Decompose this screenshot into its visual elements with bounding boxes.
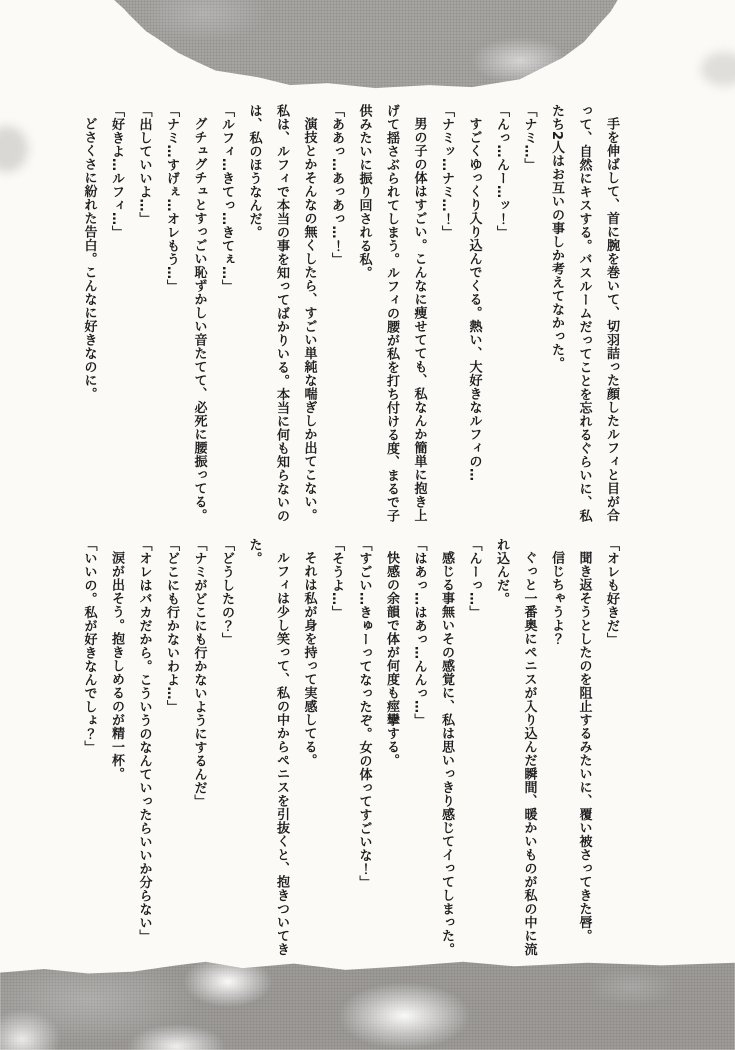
- text-line: どさくさに紛れた告白。こんなに好きなのに。: [81, 117, 97, 401]
- cloud-wisp-right: [701, 52, 735, 86]
- text-line: 「はあっ…はあっ…んんっ…」: [411, 538, 427, 727]
- text-line: グチュグチュとすっごい恥ずかしい音たてて、必死に腰振ってる。: [191, 117, 207, 522]
- text-line: 私は、ルフィで本当の事を知ってばかりいる。本当に何も知らないの: [274, 104, 289, 523]
- text-line: 聞き返そうとしたのを阻止するみたいに、覆い被さってきた唇。: [576, 551, 592, 943]
- text-line: 手を伸ばして、首に腕を巻いて、切羽詰った顔したルフィと目が合: [604, 117, 619, 522]
- text-line: 「好きよ…ルフィ…」: [109, 104, 124, 239]
- text-line: 「いいの。私が好きなんでしょ？」: [81, 538, 97, 754]
- text-line: それは私が身を持って実感してる。: [301, 551, 317, 767]
- text-line: 「ああっ…あっあっ…！」: [329, 104, 344, 266]
- vertical-text-section-top: [73, 104, 625, 528]
- text-line: 「ルフィ…きてっ…きてぇ…」: [219, 104, 234, 293]
- text-line: 供みたいに振り回される私。: [356, 104, 372, 280]
- text-line: 快感の余韻で体が何度も痙攣する。: [384, 551, 399, 767]
- text-line: れ込んだ。: [494, 538, 509, 606]
- text-line: 涙が出そう。抱きしめるのが精一杯。: [109, 551, 124, 781]
- text-line: 「ナミッ…ナミ…！」: [439, 104, 454, 239]
- cloud-wisp-left: [0, 126, 28, 172]
- cloud-top-decoration: [98, 0, 632, 92]
- text-line: 信じちゃうよ？: [549, 551, 564, 646]
- text-line: は、私のほうなんだ。: [246, 104, 262, 239]
- text-line: 「ナミがどこにも行かないようにするんだ」: [191, 538, 207, 808]
- text-line: 「んーっ…」: [466, 538, 482, 619]
- text-line: たち2人はお互いの事しか考えてなかった。: [549, 104, 564, 371]
- text-line: 「ナミ…すげぇ…オレもう…」: [164, 104, 179, 293]
- text-line: ルフィは少し笑って、私の中からペニスを引抜くと、抱きついてき: [274, 551, 289, 956]
- text-line: 男の子の体はすごい。こんなに痩せてても、私なんか簡単に抱き上: [411, 117, 427, 522]
- text-line: ぐっと一番奥にペニスが入り込んだ瞬間、暖かいものが私の中に流: [521, 551, 537, 956]
- text-line: 「オレも好きだ」: [604, 538, 619, 646]
- text-line: 「オレはバカだから。こういうのなんていったらいいか分らない」: [136, 538, 152, 943]
- text-line: って、自然にキスする。バスルームだってことを忘れるぐらいに、私: [576, 104, 592, 523]
- text-line: 「どうしたの？」: [219, 538, 234, 646]
- text-line: 「そうよ…」: [329, 538, 344, 619]
- text-line: 「どこにも行かないわよ…」: [164, 538, 179, 714]
- vertical-text-section-bottom: [73, 538, 625, 964]
- text-line: 感じる事無いその感覚に、私は思いっきり感じてイってしまった。: [439, 551, 454, 956]
- cloud-bottom-decoration: [0, 960, 735, 1050]
- text-line: 演技とかそんなの無くしたら、すごい単純な喘ぎしか出てこない。: [301, 117, 317, 522]
- text-line: すごくゆっくり入り込んでくる。熱い、大好きなルフィの…: [466, 117, 482, 482]
- text-line: た。: [246, 538, 262, 565]
- text-line: げて揺さぶられてしまう。ルフィの腰が私を打ち付ける度、まるで子: [384, 104, 399, 523]
- text-line: 「んっ…んー…ッ！」: [494, 104, 509, 239]
- text-line: 「ナミ…」: [521, 104, 537, 172]
- text-line: 「すごい…きゅーってなったぞ。女の体ってすごいな！」: [356, 538, 372, 889]
- text-line: 「出していいよ…」: [136, 104, 152, 226]
